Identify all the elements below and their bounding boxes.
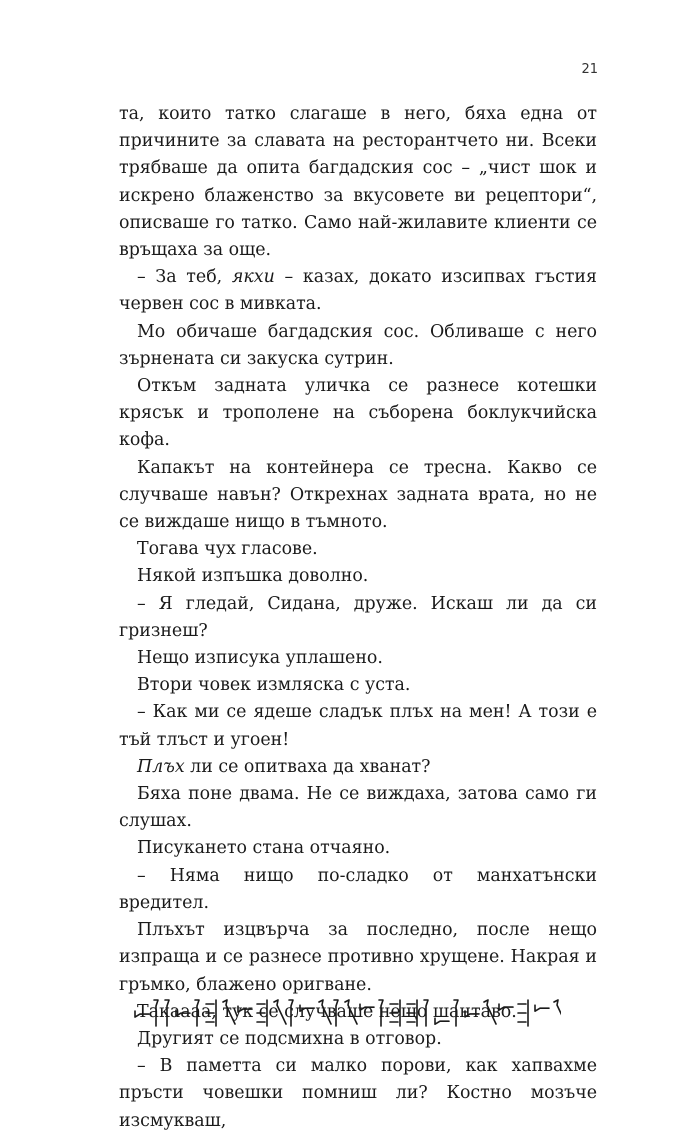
paragraph: Капакът на контейнера се тресна. Какво се случваше навън? Открехнах задната врата, но не се виждаше нищо в тъмното. xyxy=(119,457,597,533)
cuneiform-stroke xyxy=(435,1018,449,1024)
paragraph: Писукането стана отчаяно. xyxy=(137,838,391,859)
cuneiform-stroke xyxy=(424,1000,428,1026)
cuneiform-stroke xyxy=(465,1011,479,1017)
cuneiform-stroke xyxy=(407,1000,417,1026)
cuneiform-stroke xyxy=(289,1000,293,1026)
cuneiform-stroke xyxy=(499,1004,513,1010)
cuneiform-stroke xyxy=(390,1000,400,1026)
cuneiform-stroke xyxy=(535,1005,549,1011)
paragraph: Втори човек измляска с уста. xyxy=(137,675,411,696)
paragraph: Другият се подсмихна в отговор. xyxy=(137,1028,442,1049)
cuneiform-stroke xyxy=(379,1000,383,1026)
cuneiform-stroke xyxy=(165,1000,169,1026)
paragraph: – В паметта си малко порови, как хапвахме пръсти човешки помниш ли? Костно мозъче изсмукваш, xyxy=(119,1056,597,1131)
cuneiform-stroke xyxy=(319,1000,331,1024)
paragraph: Откъм задната уличка се разнесе котешки крясък и трополене на съборена боклукчийска кофа. xyxy=(119,376,597,451)
paragraph: Някой изпъшка доволно. xyxy=(137,566,369,587)
dialogue-part: – За теб, xyxy=(137,267,232,288)
paragraph: Мо обичаше багдадския сос. Обливаше с него зърнената си закуска сутрин. xyxy=(119,321,597,369)
cuneiform-stroke xyxy=(554,1000,561,1024)
paragraph-italic xyxy=(119,754,597,781)
paragraph: – Как ми се ядеше сладък плъх на мен! А този е тъй тлъст и угоен! xyxy=(119,702,597,750)
cuneiform-stroke xyxy=(176,1010,190,1016)
italic-word: Плъх xyxy=(137,756,185,777)
italic-word: якхи xyxy=(231,267,275,288)
cuneiform-stroke xyxy=(484,1000,496,1024)
paragraph-dialogue xyxy=(119,264,597,318)
cuneiform-stroke xyxy=(135,1011,149,1017)
paragraph: Тогава чух гласове. xyxy=(137,539,318,560)
cuneiform-stroke xyxy=(345,1000,357,1024)
cuneiform-ornament-icon xyxy=(131,994,561,1032)
cuneiform-stroke xyxy=(454,1000,458,1026)
paragraph: Нещо изписука уплашено. xyxy=(137,648,383,669)
paragraph: та, които татко слагаше в него, бяха една от причините за славата на ресторантчето ни. Всеки трябваше да опита багдадския сос – „чист шок и искрено блаженство за вкусовете ви рецептори“, описваше го татко. Само най-жилавите клиенти се връщаха за още. xyxy=(119,104,597,261)
cuneiform-stroke xyxy=(195,1000,199,1026)
cuneiform-stroke xyxy=(154,1000,158,1026)
cuneiform-stroke xyxy=(360,1004,374,1010)
cuneiform-stroke xyxy=(238,1006,252,1012)
page-number: 21 xyxy=(581,62,598,77)
cuneiform-stroke xyxy=(257,1000,267,1026)
cuneiform-stroke xyxy=(300,1005,314,1011)
cuneiform-stroke xyxy=(274,1000,286,1024)
paragraph: Такаааа, тук се случваше нещо шантаво. xyxy=(137,1001,517,1022)
cuneiform-stroke xyxy=(518,1000,528,1026)
paragraph: Бяха поне двама. Не се виждаха, затова само ги слушах. xyxy=(119,784,597,832)
dialogue-part: – казах, докато изсипвах гъстия червен сос в мивката. xyxy=(119,267,597,315)
cuneiform-stroke xyxy=(223,1000,235,1024)
paragraph: – Я гледай, Сидана, друже. Искаш ли да си гризнеш? xyxy=(119,593,597,641)
paragraph: Плъхът изцвърча за последно, после нещо изпраща и се разнесе противно хрущене. Накрая и гръмко, блажено оригване. xyxy=(119,920,597,995)
paragraph-part: ли се опитваха да хванат? xyxy=(184,756,431,777)
paragraph: – Няма нищо по-сладко от манхатънски вредител. xyxy=(119,865,597,913)
cuneiform-stroke xyxy=(334,1000,338,1026)
cuneiform-stroke xyxy=(206,1000,216,1026)
book-text xyxy=(119,101,597,1135)
